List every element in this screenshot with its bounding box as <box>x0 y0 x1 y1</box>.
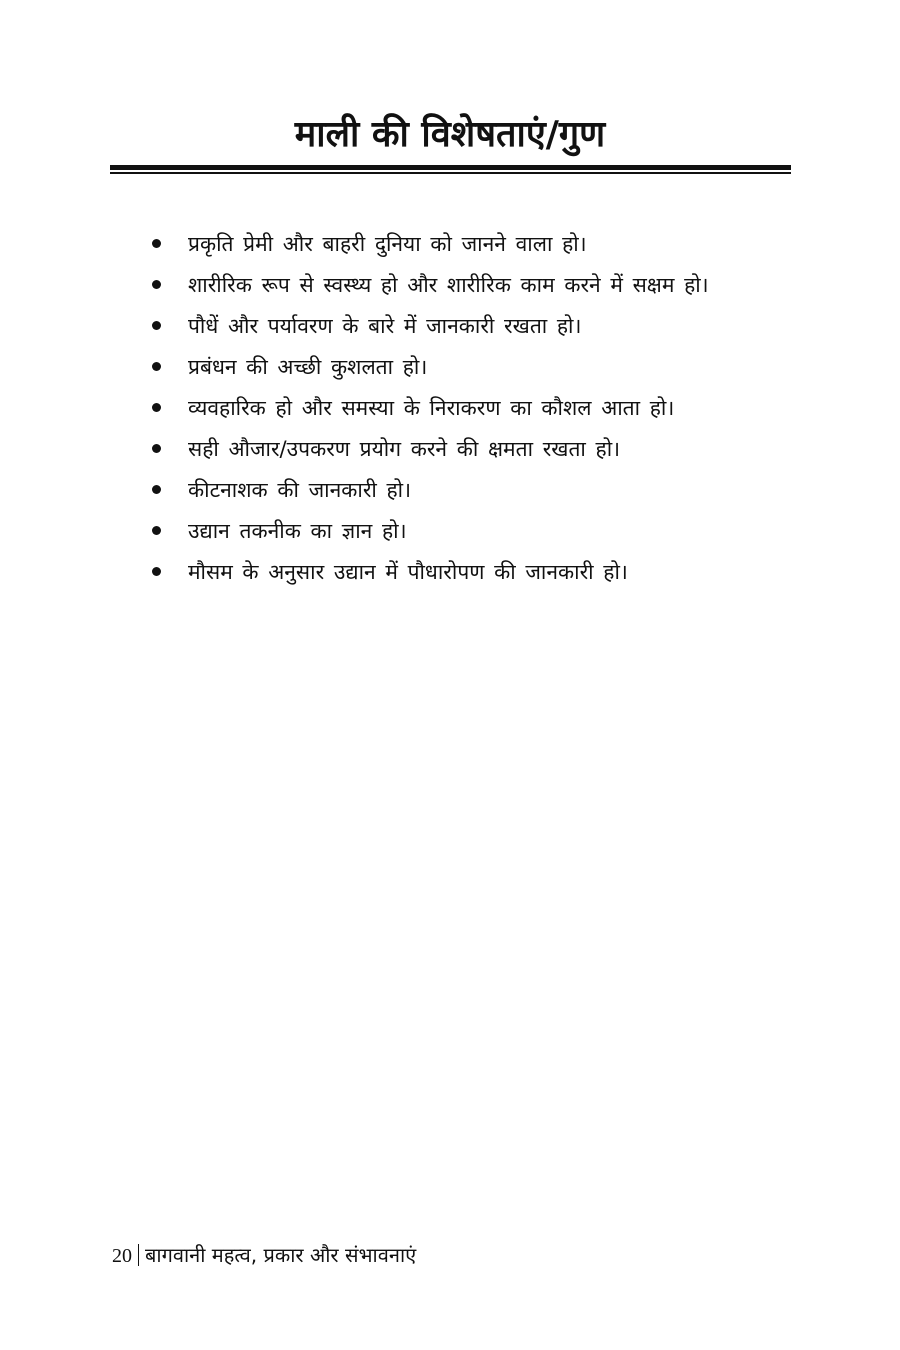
list-item <box>148 349 790 385</box>
bullet-icon <box>152 280 161 289</box>
list-item-text: उद्यान तकनीक का ज्ञान हो। <box>188 519 407 543</box>
list-item-text: प्रबंधन की अच्छी कुशलता हो। <box>188 355 428 379</box>
list-item <box>148 308 790 344</box>
list-item-text: व्यवहारिक हो और समस्या के निराकरण का कौशल आता हो। <box>188 396 675 420</box>
page-footer <box>112 1240 416 1271</box>
title-rule-thin <box>110 172 791 174</box>
bullet-icon <box>152 526 161 535</box>
book-title: बागवानी महत्व, प्रकार और संभावनाएं <box>145 1243 417 1267</box>
title-rule-thick <box>110 165 791 170</box>
bullet-icon <box>152 362 161 371</box>
list-item-text: मौसम के अनुसार उद्यान में पौधारोपण की जानकारी हो। <box>188 560 628 584</box>
list-item-text: सही औजार/उपकरण प्रयोग करने की क्षमता रखता हो। <box>188 437 621 461</box>
list-item <box>148 226 790 262</box>
qualities-list <box>148 226 790 595</box>
list-item <box>148 390 790 426</box>
page-title: माली की विशेषताएं/गुण <box>294 114 606 155</box>
list-item-text: कीटनाशक की जानकारी हो। <box>188 478 412 502</box>
list-item-text: प्रकृति प्रेमी और बाहरी दुनिया को जानने वाला हो। <box>188 232 587 256</box>
bullet-icon <box>152 321 161 330</box>
footer-divider <box>138 1244 139 1266</box>
list-item <box>148 513 790 549</box>
bullet-icon <box>152 403 161 412</box>
list-item <box>148 267 790 303</box>
bullet-icon <box>152 444 161 453</box>
list-item-text: पौधें और पर्यावरण के बारे में जानकारी रखता हो। <box>188 314 582 338</box>
bullet-icon <box>152 567 161 576</box>
list-item <box>148 554 790 590</box>
list-item <box>148 472 790 508</box>
bullet-icon <box>152 239 161 248</box>
list-item-text: शारीरिक रूप से स्वस्थ्य हो और शारीरिक काम करने में सक्षम हो। <box>188 273 709 297</box>
page-number: 20 <box>112 1245 132 1267</box>
bullet-icon <box>152 485 161 494</box>
list-item <box>148 431 790 467</box>
